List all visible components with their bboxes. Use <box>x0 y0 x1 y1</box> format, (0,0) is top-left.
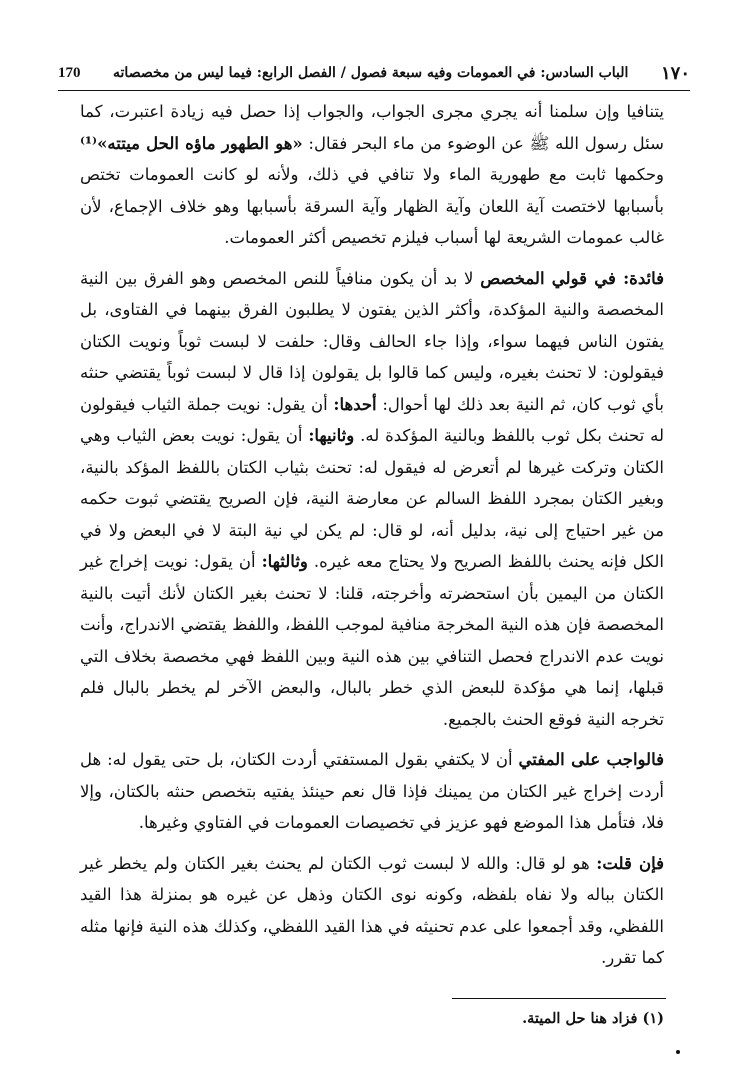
text-run: أن لا يكتفي بقول المستفتي أردت الكتان، بل حتى يقول له: هل أردت إخراج غير الكتان من يمينك فإذا قال نعم حينئذ يفتيه بتخصص حنثه بالكتان، وإلا فلا، فتأمل هذا الموضع فهو عزيز في تخصيصات العمومات في الفتاوي وغيرها. <box>80 750 664 832</box>
bold-run: فإن قلت: <box>596 853 664 873</box>
bold-run: وثانيها: <box>308 426 355 445</box>
text-run: أن يقول: نويت إخراج غير الكتان من اليمين بأن استحضرته وأخرجته، قلنا: لا تحنث بغير الكتان لأنك أتيت بالنية المخصصة فإن هذه النية المخرجة منافية لموجب اللفظ، واللفظ يقتضي الاندراج، وأنت نويت عدم الاندراج فحصل التنافي بين هذه النية وبين اللفظ فهي مخصصة بخلاف التي قبلها، إنما هي مؤكدة للبعض الذي خطر بالبال، والبعض الآخر لم يخطر بالبال فلم تخرجه النية فوقع الحنث بالجميع. <box>80 552 664 729</box>
bold-run: فالواجب على المفتي <box>518 750 664 769</box>
bold-run: وثالثها: <box>261 552 308 571</box>
footnote: (١) فزاد هنا حل الميتة. <box>522 1010 664 1027</box>
text-run: أن يقول: نويت بعض الثياب وهي الكتان وتركت غيرها لم أتعرض له فيقول له: تحنث بثياب الكتان باللفظ المؤكد بالنية، وبغير الكتان بمجرد اللفظ السالم عن معارضة النية، فإن الصريح يقتضي ثبوت حكمه من غير احتياج إلى نية، بدليل أنه، لو قال: لم يكن لي نية البتة لا في البعض ولا في الكل فإنه يحنث باللفظ الصريح ولا يحتاج معه غيره. <box>80 426 664 571</box>
page-number-arabic: ١٧٠ <box>660 62 690 84</box>
paragraph-4 <box>80 848 664 974</box>
text-run: هو لو قال: والله لا لبست ثوب الكتان لم يحنث بغير الكتان ولم يخطر غير الكتان بباله ولا نفاه بلفظه، وكونه نوى الكتان وذهل عن غيره هو بمنزلة هذا القيد اللفظي، وقد أجمعوا على عدم تحنيثه في هذا القيد اللفظي، وكذلك هذه النية فإنها مثله كما تقرر. <box>80 853 664 967</box>
running-header <box>58 58 690 88</box>
text-run: لا بد أن يكون منافياً للنص المخصص وهو الفرق بين النية المخصصة والنية المؤكدة، وأكثر الذين يفتون لا يطلبون الفرق بينهما في الفتاوى، بل يفتون الناس فيهما سواء، وإذا جاء الحالف وقال: حلفت لا لبست ثوباً ونويت الكتان فيقولون: لا تحنث بغيره، وليس كما قالوا بل يقولون إذا قال لا لبست ثوباً يقتضي حنثه بأي ثوب كان، ثم النية بعد ذلك لها أحوال: <box>80 268 664 414</box>
paragraph-1 <box>80 96 664 254</box>
bold-run: فائدة: في قولي المخصص <box>480 268 664 288</box>
text-run: يتنافيا وإن سلمنا أنه يجري مجرى الجواب، والجواب إذا حصل فيه زيادة اعتبرت، كما سئل رسول الله ﷺ عن الوضوء من ماء البحر فقال: <box>80 102 664 153</box>
footnote-rule <box>452 998 666 999</box>
main-text <box>80 96 664 983</box>
page-dot <box>676 1050 680 1054</box>
running-title: الباب السادس: في العمومات وفيه سبعة فصول / الفصل الرابع: فيما ليس من مخصصاته <box>113 65 629 81</box>
page-number-latin: 170 <box>58 64 81 81</box>
text-run: وحكمها ثابت مع طهورية الماء ولا تنافي في ذلك، ولأنه لو كانت العمومات تختص بأسبابها لاختصت آية اللعان وآية الظهار وآية السرقة بأسبابها وهو خلاف الإجماع، لأن غالب عمومات الشريعة لها أسباب فيلزم تخصيص أكثر العمومات. <box>80 165 664 247</box>
paragraph-3 <box>80 744 664 839</box>
bold-run: أحدها: <box>333 394 377 414</box>
text-run: أن يقول: نويت جملة الثياب فيقولون له تحنث بكل ثوب باللفظ وبالنية المؤكدة له. <box>80 394 664 445</box>
paragraph-2 <box>80 263 664 736</box>
header-rule <box>58 90 690 91</box>
bold-run: «هو الطهور ماؤه الحل ميتته»⁽¹⁾ <box>80 133 303 153</box>
